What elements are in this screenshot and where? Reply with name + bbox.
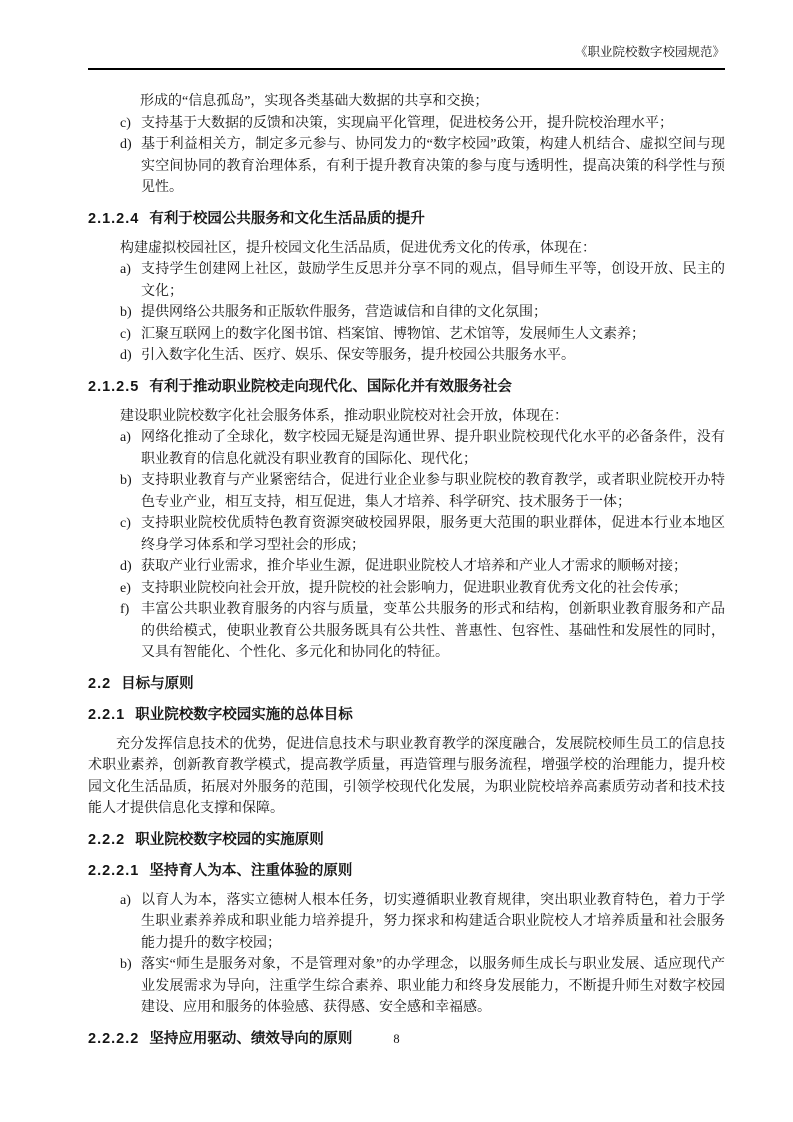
section-title: 目标与原则 <box>121 675 194 692</box>
page-number: 8 <box>393 1032 400 1046</box>
list-item <box>120 954 725 1019</box>
section-title: 有利于校园公共服务和文化生活品质的提升 <box>149 210 425 227</box>
list-item <box>120 113 725 135</box>
list-item-label: d) <box>120 559 132 574</box>
list-item-text: 引入数字化生活、医疗、娱乐、保安等服务，提升校园公共服务水平。 <box>141 348 575 363</box>
section-number: 2.2.2.2 <box>88 1030 140 1047</box>
section-title: 职业院校数字校园实施的总体目标 <box>135 706 353 723</box>
list-item <box>120 513 725 556</box>
section-title: 有利于推动职业院校走向现代化、国际化并有效服务社会 <box>149 378 512 395</box>
section-paragraph: 充分发挥信息技术的优势，促进信息技术与职业教育教学的深度融合，发展院校师生员工的信息技术职业素养，创新教育教学模式，提高教学质量，再造管理与服务流程，增强学校的治理能力，提升校园文化生活品质，拓展对外服务的范围，引领学校现代化发展，为职业院校培养高素质劳动者和技术技能人才提供信息化支撑和保障。 <box>88 736 725 816</box>
section-heading-2-2-2 <box>88 830 725 851</box>
list-item-label: b) <box>120 957 132 972</box>
list-item-label: d) <box>120 137 132 152</box>
section-intro: 建设职业院校数字化社会服务体系，推动职业院校对社会开放，体现在： <box>120 408 568 424</box>
list-item-text: 提供网络公共服务和正版软件服务，营造诚信和自律的文化氛围； <box>141 305 547 320</box>
section-heading-2-1-2-4 <box>88 209 725 230</box>
list-item-text: 以育人为本，落实立德树人根本任务，切实遵循职业教育规律，突出职业教育特色，着力于学生职业素养养成和职业能力培养提升，努力探求和构建适合职业院校人才培养质量和社会服务能力提升的数字校园； <box>141 892 725 951</box>
list-item-text: 汇聚互联网上的数字化图书馆、档案馆、博物馆、艺术馆等，发展师生人文素养； <box>141 326 645 342</box>
list-item-label: a) <box>120 262 131 277</box>
list-item <box>120 259 725 302</box>
list-item <box>120 134 725 199</box>
list-item-label: c) <box>120 326 131 342</box>
continuation-text: 形成的“信息孤岛”，实现各类基础大数据的共享和交换； <box>140 94 489 109</box>
list-item-label: b) <box>120 305 132 320</box>
list-item-text: 基于利益相关方，制定多元参与、协同发力的“数字校园”政策，构建人机结合、虚拟空间与现实空间协同的教育治理体系，有利于提升教育决策的参与度与透明性，提高决策的科学性与预见性。 <box>141 137 725 195</box>
page-footer <box>0 1030 793 1048</box>
section-heading-2-2-1 <box>88 705 725 726</box>
list-item-text: 获取产业行业需求，推介毕业生源，促进职业院校人才培养和产业人才需求的顺畅对接； <box>141 559 687 574</box>
list-item-text: 支持职业院校优质特色教育资源突破校园界限，服务更大范围的职业群体，促进本行业本地区终身学习体系和学习型社会的形成； <box>141 516 725 553</box>
section-title: 坚持育人为本、注重体验的原则 <box>149 862 353 879</box>
section-number: 2.2.2 <box>88 831 126 848</box>
page-body <box>88 70 725 1050</box>
page-header <box>88 44 725 70</box>
list-item-label: a) <box>120 892 131 908</box>
list-item-text: 支持学生创建网上社区，鼓励学生反思并分享不同的观点，倡导师生平等，创设开放、民主的文化； <box>141 262 725 299</box>
list-item <box>120 599 725 664</box>
list-item-text: 丰富公共职业教育服务的内容与质量，变革公共服务的形式和结构，创新职业教育服务和产品的供给模式，使职业教育公共服务既具有公共性、普惠性、包容性、基础性和发展性的同时，又具有智能化、个性化、多元化和协同化的特征。 <box>141 602 725 660</box>
list-item-label: c) <box>120 516 131 531</box>
section-intro: 构建虚拟校园社区，提升校园文化生活品质，促进优秀文化的传承，体现在： <box>120 240 596 256</box>
section-number: 2.2.1 <box>88 706 126 723</box>
section-heading-2-1-2-5 <box>88 377 725 398</box>
list-item-text: 落实“师生是服务对象，不是管理对象”的办学理念，以服务师生成长与职业发展、适应现代产业发展需求为导向，注重学生综合素养、职业能力和终身发展能力，不断提升师生对数字校园建设、应用和服务的体验感、获得感、安全感和幸福感。 <box>141 957 725 1015</box>
list-item <box>120 556 725 578</box>
list-item-label: d) <box>120 348 132 363</box>
section-heading-2-2-2-1 <box>88 861 725 882</box>
section-number: 2.1.2.4 <box>88 210 140 227</box>
list-item-label: c) <box>120 115 131 131</box>
list-item-text: 支持职业教育与产业紧密结合，促进行业企业参与职业院校的教育教学，或者职业院校开办特色专业产业，相互支持，相互促进，集人才培养、科学研究、技术服务于一体； <box>141 473 725 510</box>
list-item <box>120 345 725 367</box>
list-item-label: b) <box>120 473 132 488</box>
list-item <box>120 427 725 470</box>
section-number: 2.2.2.1 <box>88 862 140 879</box>
list-item <box>120 324 725 346</box>
list-item <box>120 890 725 955</box>
section-heading-2-2 <box>88 674 725 695</box>
list-item-label: f) <box>120 602 130 617</box>
list-item-text: 网络化推动了全球化，数字校园无疑是沟通世界、提升职业院校现代化水平的必备条件，没有职业教育的信息化就没有职业教育的国际化、现代化； <box>141 430 725 467</box>
header-title: 《职业院校数字校园规范》 <box>574 45 725 59</box>
list-item <box>120 470 725 513</box>
list-item <box>120 578 725 600</box>
list-item-text: 支持基于大数据的反馈和决策，实现扁平化管理，促进校务公开，提升院校治理水平； <box>141 115 673 131</box>
list-item <box>120 302 725 324</box>
section-title: 坚持应用驱动、绩效导向的原则 <box>149 1030 353 1047</box>
list-item-label: a) <box>120 430 131 445</box>
section-title: 职业院校数字校园的实施原则 <box>135 831 324 848</box>
section-number: 2.2 <box>88 675 112 692</box>
list-item-text: 支持职业院校向社会开放，提升院校的社会影响力，促进职业教育优秀文化的社会传承； <box>141 580 687 596</box>
section-number: 2.1.2.5 <box>88 378 140 395</box>
list-item-label: e) <box>120 580 131 596</box>
